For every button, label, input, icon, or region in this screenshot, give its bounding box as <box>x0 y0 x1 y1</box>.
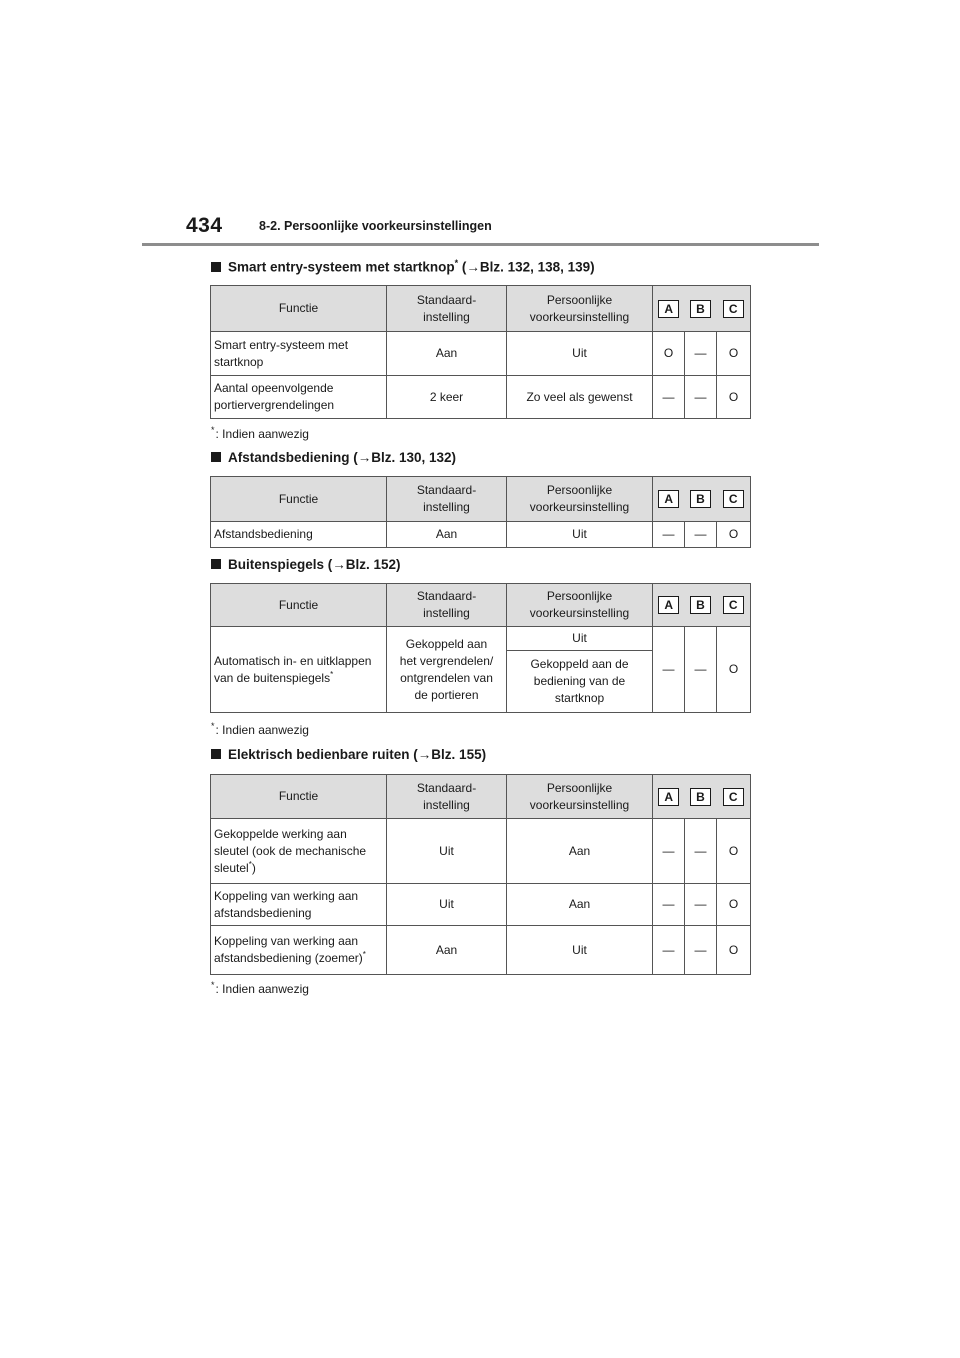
cell-a: — <box>653 627 685 713</box>
badge-b-icon: B <box>690 490 711 508</box>
cell-persoonlijk: Uit <box>507 926 653 975</box>
cell-c: O <box>717 926 751 975</box>
cell-text: ) <box>251 860 256 875</box>
column-header-persoonlijk <box>507 584 653 627</box>
section-title <box>211 747 486 762</box>
cell-a: — <box>653 884 685 926</box>
cell-c: O <box>717 376 751 419</box>
cell-standaard: Aan <box>387 332 507 376</box>
column-header-text: Persoonlijke voorkeursinstelling <box>529 292 630 324</box>
cell-persoonlijk: Zo veel als gewenst <box>507 376 653 419</box>
cell-text: Automatisch in- en uitklappen van de buitenspiegels <box>214 653 372 685</box>
column-header-persoonlijk <box>507 477 653 522</box>
table-row <box>211 522 751 548</box>
column-header-a <box>653 477 685 522</box>
column-header-functie: Functie <box>211 286 387 332</box>
column-header-functie: Functie <box>211 584 387 627</box>
table-row <box>211 926 751 975</box>
cell-functie <box>211 884 387 926</box>
cell-b: — <box>685 522 717 548</box>
footnote-marker: * <box>454 258 459 268</box>
column-header-functie: Functie <box>211 477 387 522</box>
badge-c-icon: C <box>723 300 744 318</box>
badge-c-icon: C <box>723 490 744 508</box>
column-header-c <box>717 286 751 332</box>
table-row <box>211 819 751 884</box>
footnote-text: : Indien aanwezig <box>215 982 309 996</box>
cell-c: O <box>717 819 751 884</box>
cell-b: — <box>685 376 717 419</box>
cell-c: O <box>717 884 751 926</box>
footnote <box>211 980 309 996</box>
column-header-a <box>653 286 685 332</box>
cell-persoonlijk: Uit <box>507 627 653 651</box>
badge-b-icon: B <box>690 788 711 806</box>
table-row <box>211 627 751 651</box>
column-header-a <box>653 775 685 819</box>
cell-persoonlijk: Uit <box>507 332 653 376</box>
cell-persoonlijk: Aan <box>507 819 653 884</box>
header-rule <box>142 243 819 246</box>
page-number: 434 <box>186 214 223 237</box>
cell-b: — <box>685 819 717 884</box>
cell-b: — <box>685 332 717 376</box>
footnote-marker: * <box>211 425 215 435</box>
cell-functie <box>211 376 387 419</box>
column-header-standaard <box>387 775 507 819</box>
settings-table <box>210 476 751 548</box>
footnote-marker: * <box>211 980 215 990</box>
column-header-c <box>717 584 751 627</box>
cell-persoonlijk: Aan <box>507 884 653 926</box>
square-bullet-icon <box>211 452 221 462</box>
cell-standaard: Uit <box>387 819 507 884</box>
column-header-standaard <box>387 584 507 627</box>
cell-functie <box>211 627 387 713</box>
footnote-marker: * <box>362 950 366 959</box>
section-title-text: Smart entry-systeem met startknop <box>228 259 455 275</box>
section-title <box>211 557 401 572</box>
footnote-text: : Indien aanwezig <box>215 427 309 441</box>
badge-b-icon: B <box>690 300 711 318</box>
cell-b: — <box>685 926 717 975</box>
badge-c-icon: C <box>723 596 744 614</box>
square-bullet-icon <box>211 262 221 272</box>
column-header-standaard <box>387 286 507 332</box>
column-header-standaard <box>387 477 507 522</box>
footnote-text: : Indien aanwezig <box>215 723 309 737</box>
cell-text: Smart entry-systeem met startknop <box>214 337 349 369</box>
column-header-persoonlijk <box>507 775 653 819</box>
column-header-a <box>653 584 685 627</box>
footnote-marker: * <box>330 669 334 679</box>
section-title <box>211 258 595 275</box>
cell-a: O <box>653 332 685 376</box>
badge-a-icon: A <box>658 300 679 318</box>
cell-persoonlijk <box>507 651 653 713</box>
table-row <box>211 884 751 926</box>
cell-a: — <box>653 522 685 548</box>
footnote <box>211 425 309 441</box>
column-header-b <box>685 477 717 522</box>
cell-standaard <box>387 627 507 713</box>
column-header-functie: Functie <box>211 775 387 819</box>
cell-a: — <box>653 376 685 419</box>
cell-functie: Afstandsbediening <box>211 522 387 548</box>
badge-a-icon: A <box>658 490 679 508</box>
badge-c-icon: C <box>723 788 744 806</box>
footnote-marker: * <box>211 721 215 731</box>
column-header-persoonlijk <box>507 286 653 332</box>
table-row <box>211 332 751 376</box>
section-title <box>211 450 456 465</box>
cell-text: Aantal opeenvolgende portiervergrendelingen <box>214 381 335 412</box>
section-title-text: Buitenspiegels (→Blz. 152) <box>228 557 401 572</box>
running-header: 8-2. Persoonlijke voorkeursinstellingen <box>259 219 492 233</box>
table-header-row <box>211 775 751 819</box>
cell-text: Gekoppeld aan de bediening van de startknop <box>530 657 629 705</box>
cell-b: — <box>685 627 717 713</box>
cell-standaard: Aan <box>387 522 507 548</box>
table-header-row <box>211 477 751 522</box>
column-header-b <box>685 584 717 627</box>
cell-text: Koppeling van werking aan afstandsbediening (zoemer) <box>214 934 363 965</box>
cell-c: O <box>717 627 751 713</box>
square-bullet-icon <box>211 749 221 759</box>
cell-text: Koppeling van werking aan afstandsbediening <box>214 888 359 920</box>
square-bullet-icon <box>211 559 221 569</box>
cell-text: Gekoppeld aan het vergrendelen/ ontgrendelen van de portieren <box>399 636 494 702</box>
cell-functie <box>211 332 387 376</box>
table-header-row <box>211 584 751 627</box>
badge-a-icon: A <box>658 788 679 806</box>
column-header-b <box>685 775 717 819</box>
cell-persoonlijk: Uit <box>507 522 653 548</box>
settings-table <box>210 774 751 975</box>
column-header-c <box>717 775 751 819</box>
cell-text: Gekoppelde werking aan sleutel (ook de mechanische sleutel <box>214 826 367 875</box>
cell-standaard: Uit <box>387 884 507 926</box>
settings-table <box>210 583 751 713</box>
column-header-text: Standaard- instelling <box>416 589 477 620</box>
badge-a-icon: A <box>658 596 679 614</box>
cell-standaard: 2 keer <box>387 376 507 419</box>
table-row <box>211 376 751 419</box>
section-title-text: Afstandsbediening (→Blz. 130, 132) <box>228 450 457 465</box>
badge-b-icon: B <box>690 596 711 614</box>
cell-a: — <box>653 926 685 975</box>
section-title-text: Elektrisch bedienbare ruiten (→Blz. 155) <box>228 747 487 762</box>
column-header-text: Standaard- instelling <box>416 780 477 812</box>
cell-functie <box>211 926 387 975</box>
table-header-row <box>211 286 751 332</box>
cell-a: — <box>653 819 685 884</box>
cell-standaard: Aan <box>387 926 507 975</box>
column-header-c <box>717 477 751 522</box>
column-header-text: Standaard- instelling <box>416 483 477 514</box>
footnote-marker: * <box>248 859 252 869</box>
cell-functie <box>211 819 387 884</box>
cell-c: O <box>717 522 751 548</box>
column-header-text: Persoonlijke voorkeursinstelling <box>529 780 630 812</box>
column-header-text: Persoonlijke voorkeursinstelling <box>529 483 630 514</box>
column-header-text: Persoonlijke voorkeursinstelling <box>529 589 630 620</box>
cell-b: — <box>685 884 717 926</box>
cell-c: O <box>717 332 751 376</box>
settings-table <box>210 285 751 419</box>
column-header-text: Standaard- instelling <box>416 292 477 324</box>
footnote <box>211 721 309 737</box>
section-page-ref: (→Blz. 132, 138, 139) <box>458 259 595 275</box>
column-header-b <box>685 286 717 332</box>
